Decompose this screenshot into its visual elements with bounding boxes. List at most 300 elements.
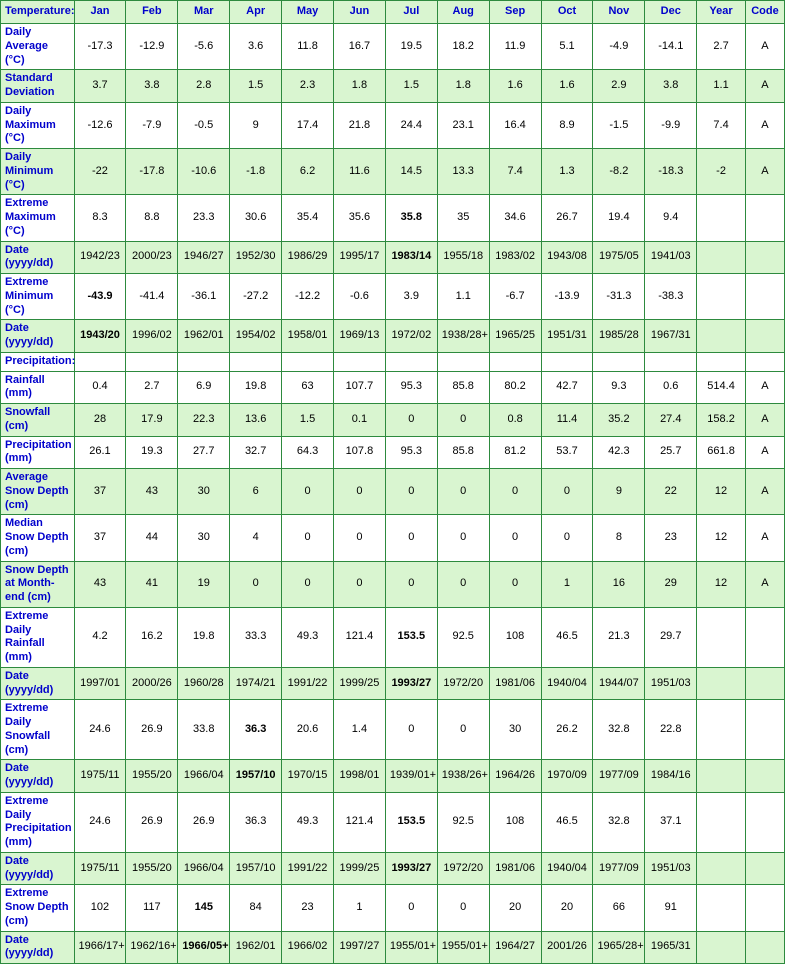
data-cell: 36.3 xyxy=(230,792,282,852)
data-cell xyxy=(745,195,784,241)
data-cell: -13.9 xyxy=(541,274,593,320)
data-cell: 16 xyxy=(593,561,645,607)
data-cell: 1.5 xyxy=(385,70,437,103)
data-cell: 153.5 xyxy=(385,607,437,667)
data-cell: 1970/15 xyxy=(282,760,334,793)
data-cell: 30 xyxy=(178,515,230,561)
data-cell: 0 xyxy=(282,469,334,515)
data-cell xyxy=(697,320,746,353)
data-cell: 1.6 xyxy=(541,70,593,103)
data-cell: 64.3 xyxy=(282,436,334,469)
data-cell: 2.7 xyxy=(126,371,178,404)
data-cell: 117 xyxy=(126,885,178,931)
row-label: Daily Average (°C) xyxy=(1,24,75,70)
data-cell: 1940/04 xyxy=(541,667,593,700)
data-cell xyxy=(697,667,746,700)
empty-cell xyxy=(230,352,282,371)
data-cell: 2000/26 xyxy=(126,667,178,700)
data-cell: 1941/03 xyxy=(645,241,697,274)
column-header-sep: Sep xyxy=(489,1,541,24)
data-cell: 1942/23 xyxy=(74,241,126,274)
data-cell: 1981/06 xyxy=(489,667,541,700)
data-cell: 23.3 xyxy=(178,195,230,241)
table-row xyxy=(1,852,785,885)
row-label: Extreme Maximum (°C) xyxy=(1,195,75,241)
data-cell: 30 xyxy=(178,469,230,515)
data-cell: 12 xyxy=(697,561,746,607)
data-cell: 1946/27 xyxy=(178,241,230,274)
data-cell: 0 xyxy=(437,404,489,437)
empty-cell xyxy=(745,352,784,371)
data-cell: 0 xyxy=(489,469,541,515)
data-cell: 1966/05+ xyxy=(178,931,230,964)
data-cell xyxy=(745,320,784,353)
data-cell: 2.8 xyxy=(178,70,230,103)
data-cell: 514.4 xyxy=(697,371,746,404)
data-cell: 1993/27 xyxy=(385,667,437,700)
data-cell xyxy=(697,760,746,793)
data-cell: 17.9 xyxy=(126,404,178,437)
data-cell: 1984/16 xyxy=(645,760,697,793)
data-cell: 95.3 xyxy=(385,371,437,404)
data-cell: 1981/06 xyxy=(489,852,541,885)
data-cell: 33.8 xyxy=(178,700,230,760)
data-cell: 1972/20 xyxy=(437,667,489,700)
data-cell: 107.7 xyxy=(333,371,385,404)
data-cell: -1.8 xyxy=(230,149,282,195)
data-cell: 0.1 xyxy=(333,404,385,437)
data-cell: 0 xyxy=(385,469,437,515)
data-cell: 1999/25 xyxy=(333,667,385,700)
table-row xyxy=(1,320,785,353)
data-cell: 1977/09 xyxy=(593,760,645,793)
data-cell: 12 xyxy=(697,515,746,561)
data-cell: -36.1 xyxy=(178,274,230,320)
data-cell: A xyxy=(745,404,784,437)
data-cell: 32.8 xyxy=(593,792,645,852)
empty-cell xyxy=(282,352,334,371)
empty-cell xyxy=(489,352,541,371)
data-cell: 2000/23 xyxy=(126,241,178,274)
data-cell: 35.6 xyxy=(333,195,385,241)
column-header-code: Code xyxy=(745,1,784,24)
data-cell: 3.9 xyxy=(385,274,437,320)
table-row xyxy=(1,561,785,607)
data-cell: 1962/01 xyxy=(230,931,282,964)
table-row xyxy=(1,931,785,964)
table-row xyxy=(1,607,785,667)
data-cell: 11.9 xyxy=(489,24,541,70)
data-cell: 3.7 xyxy=(74,70,126,103)
data-cell: 26.9 xyxy=(178,792,230,852)
data-cell: 0 xyxy=(489,561,541,607)
row-label: Date (yyyy/dd) xyxy=(1,931,75,964)
data-cell: -14.1 xyxy=(645,24,697,70)
data-cell: 1965/25 xyxy=(489,320,541,353)
data-cell: 16.4 xyxy=(489,102,541,148)
data-cell: 1966/04 xyxy=(178,852,230,885)
data-cell: -10.6 xyxy=(178,149,230,195)
data-cell: 0.8 xyxy=(489,404,541,437)
data-cell: 107.8 xyxy=(333,436,385,469)
data-cell: 1970/09 xyxy=(541,760,593,793)
table-row xyxy=(1,792,785,852)
data-cell: 121.4 xyxy=(333,792,385,852)
empty-cell xyxy=(126,352,178,371)
column-header-jun: Jun xyxy=(333,1,385,24)
data-cell: 7.4 xyxy=(697,102,746,148)
data-cell: 28 xyxy=(74,404,126,437)
data-cell: 49.3 xyxy=(282,607,334,667)
data-cell xyxy=(697,885,746,931)
data-cell: 81.2 xyxy=(489,436,541,469)
data-cell xyxy=(697,700,746,760)
data-cell: 1998/01 xyxy=(333,760,385,793)
data-cell: 1962/16+ xyxy=(126,931,178,964)
data-cell: 19.4 xyxy=(593,195,645,241)
column-header-feb: Feb xyxy=(126,1,178,24)
data-cell: 19.3 xyxy=(126,436,178,469)
row-label: Date (yyyy/dd) xyxy=(1,320,75,353)
data-cell: 63 xyxy=(282,371,334,404)
data-cell: 1955/01+ xyxy=(385,931,437,964)
data-cell: 26.7 xyxy=(541,195,593,241)
data-cell: 23 xyxy=(282,885,334,931)
data-cell: 17.4 xyxy=(282,102,334,148)
row-label: Extreme Minimum (°C) xyxy=(1,274,75,320)
data-cell xyxy=(697,931,746,964)
data-cell: 1972/20 xyxy=(437,852,489,885)
data-cell: 35 xyxy=(437,195,489,241)
data-cell xyxy=(697,195,746,241)
data-cell: 153.5 xyxy=(385,792,437,852)
data-cell: -41.4 xyxy=(126,274,178,320)
table-row xyxy=(1,241,785,274)
data-cell: 1943/20 xyxy=(74,320,126,353)
table-row xyxy=(1,515,785,561)
empty-cell xyxy=(74,352,126,371)
data-cell: 32.7 xyxy=(230,436,282,469)
data-cell: 6.9 xyxy=(178,371,230,404)
data-cell xyxy=(697,607,746,667)
data-cell: 8.9 xyxy=(541,102,593,148)
row-label: Average Snow Depth (cm) xyxy=(1,469,75,515)
data-cell: -0.5 xyxy=(178,102,230,148)
data-cell: 1964/27 xyxy=(489,931,541,964)
data-cell: -22 xyxy=(74,149,126,195)
data-cell: 1938/28+ xyxy=(437,320,489,353)
data-cell: 35.4 xyxy=(282,195,334,241)
data-cell: 0 xyxy=(385,700,437,760)
data-cell: 0.6 xyxy=(645,371,697,404)
data-cell: 35.2 xyxy=(593,404,645,437)
data-cell: A xyxy=(745,515,784,561)
table-header xyxy=(1,1,785,24)
data-cell: 1944/07 xyxy=(593,667,645,700)
data-cell: -5.6 xyxy=(178,24,230,70)
data-cell xyxy=(745,931,784,964)
row-label: Standard Deviation xyxy=(1,70,75,103)
data-cell: 37.1 xyxy=(645,792,697,852)
data-cell: 1952/30 xyxy=(230,241,282,274)
column-header-aug: Aug xyxy=(437,1,489,24)
data-cell: 37 xyxy=(74,515,126,561)
column-header-nov: Nov xyxy=(593,1,645,24)
data-cell: 1940/04 xyxy=(541,852,593,885)
table-row xyxy=(1,885,785,931)
data-cell: 1955/20 xyxy=(126,760,178,793)
data-cell: -2 xyxy=(697,149,746,195)
data-cell: 1960/28 xyxy=(178,667,230,700)
data-cell xyxy=(697,792,746,852)
data-cell: 91 xyxy=(645,885,697,931)
data-cell: 22.8 xyxy=(645,700,697,760)
data-cell: 1938/26+ xyxy=(437,760,489,793)
data-cell: 1943/08 xyxy=(541,241,593,274)
data-cell: -6.7 xyxy=(489,274,541,320)
data-cell: 0 xyxy=(541,515,593,561)
row-label: Extreme Daily Precipitation (mm) xyxy=(1,792,75,852)
data-cell xyxy=(745,274,784,320)
data-cell: -18.3 xyxy=(645,149,697,195)
row-label: Date (yyyy/dd) xyxy=(1,667,75,700)
data-cell: 22.3 xyxy=(178,404,230,437)
empty-cell xyxy=(333,352,385,371)
data-cell: 1951/03 xyxy=(645,667,697,700)
data-cell: 2.9 xyxy=(593,70,645,103)
data-cell: 0 xyxy=(230,561,282,607)
data-cell: 19.8 xyxy=(230,371,282,404)
table-row xyxy=(1,469,785,515)
data-cell: 1966/02 xyxy=(282,931,334,964)
data-cell: 43 xyxy=(126,469,178,515)
data-cell: 13.6 xyxy=(230,404,282,437)
data-cell: 2.3 xyxy=(282,70,334,103)
column-header-jan: Jan xyxy=(74,1,126,24)
table-row xyxy=(1,700,785,760)
data-cell: 1983/14 xyxy=(385,241,437,274)
data-cell: 1966/04 xyxy=(178,760,230,793)
data-cell: 0 xyxy=(385,515,437,561)
data-cell: 84 xyxy=(230,885,282,931)
row-label: Daily Maximum (°C) xyxy=(1,102,75,148)
data-cell: 1.1 xyxy=(437,274,489,320)
data-cell: -7.9 xyxy=(126,102,178,148)
data-cell: 1954/02 xyxy=(230,320,282,353)
table-body xyxy=(1,24,785,964)
table-row xyxy=(1,667,785,700)
data-cell: 22 xyxy=(645,469,697,515)
data-cell: 46.5 xyxy=(541,792,593,852)
data-cell: 3.6 xyxy=(230,24,282,70)
data-cell: 30.6 xyxy=(230,195,282,241)
data-cell: -1.5 xyxy=(593,102,645,148)
data-cell: 0 xyxy=(282,515,334,561)
empty-cell xyxy=(697,352,746,371)
data-cell: 53.7 xyxy=(541,436,593,469)
data-cell: 1997/01 xyxy=(74,667,126,700)
data-cell: 1977/09 xyxy=(593,852,645,885)
data-cell: 14.5 xyxy=(385,149,437,195)
data-cell: 1993/27 xyxy=(385,852,437,885)
data-cell: 0 xyxy=(437,885,489,931)
data-cell xyxy=(745,852,784,885)
empty-cell xyxy=(385,352,437,371)
data-cell: A xyxy=(745,24,784,70)
data-cell: 1955/20 xyxy=(126,852,178,885)
data-cell: 1999/25 xyxy=(333,852,385,885)
data-cell: 1 xyxy=(541,561,593,607)
data-cell: 24.6 xyxy=(74,792,126,852)
table-row xyxy=(1,274,785,320)
row-label: Median Snow Depth (cm) xyxy=(1,515,75,561)
table-row xyxy=(1,760,785,793)
data-cell: 1.1 xyxy=(697,70,746,103)
data-cell: 24.4 xyxy=(385,102,437,148)
column-header-jul: Jul xyxy=(385,1,437,24)
data-cell: 21.8 xyxy=(333,102,385,148)
row-label: Extreme Snow Depth (cm) xyxy=(1,885,75,931)
data-cell: 12 xyxy=(697,469,746,515)
data-cell: -38.3 xyxy=(645,274,697,320)
data-cell: 1975/11 xyxy=(74,760,126,793)
data-cell: 27.4 xyxy=(645,404,697,437)
column-header-oct: Oct xyxy=(541,1,593,24)
data-cell xyxy=(697,274,746,320)
data-cell: 1983/02 xyxy=(489,241,541,274)
data-cell: 1.3 xyxy=(541,149,593,195)
data-cell: 29.7 xyxy=(645,607,697,667)
data-cell: 32.8 xyxy=(593,700,645,760)
data-cell: 0.4 xyxy=(74,371,126,404)
data-cell: 29 xyxy=(645,561,697,607)
data-cell: 33.3 xyxy=(230,607,282,667)
data-cell: 2.7 xyxy=(697,24,746,70)
data-cell: 7.4 xyxy=(489,149,541,195)
row-label: Daily Minimum (°C) xyxy=(1,149,75,195)
data-cell: 41 xyxy=(126,561,178,607)
table-header-row xyxy=(1,1,785,24)
data-cell: -12.9 xyxy=(126,24,178,70)
data-cell: 19 xyxy=(178,561,230,607)
data-cell: 1995/17 xyxy=(333,241,385,274)
data-cell: 4.2 xyxy=(74,607,126,667)
data-cell: 0 xyxy=(437,700,489,760)
data-cell: -27.2 xyxy=(230,274,282,320)
data-cell: 26.9 xyxy=(126,792,178,852)
data-cell: 20 xyxy=(489,885,541,931)
data-cell: 9.4 xyxy=(645,195,697,241)
data-cell: 1966/17+ xyxy=(74,931,126,964)
data-cell: 1969/13 xyxy=(333,320,385,353)
data-cell: 21.3 xyxy=(593,607,645,667)
data-cell: 5.1 xyxy=(541,24,593,70)
data-cell: 1.5 xyxy=(282,404,334,437)
data-cell: 1957/10 xyxy=(230,760,282,793)
data-cell: 92.5 xyxy=(437,607,489,667)
data-cell: 1.8 xyxy=(437,70,489,103)
data-cell: 8.8 xyxy=(126,195,178,241)
data-cell: 85.8 xyxy=(437,436,489,469)
data-cell xyxy=(697,852,746,885)
data-cell: 102 xyxy=(74,885,126,931)
column-header-mar: Mar xyxy=(178,1,230,24)
data-cell: 24.6 xyxy=(74,700,126,760)
data-cell: 0 xyxy=(333,561,385,607)
data-cell: 0 xyxy=(437,515,489,561)
table-row xyxy=(1,24,785,70)
data-cell: 1965/28+ xyxy=(593,931,645,964)
section-label: Precipitation: xyxy=(1,352,75,371)
data-cell: 3.8 xyxy=(126,70,178,103)
data-cell: 0 xyxy=(437,561,489,607)
data-cell: 1997/27 xyxy=(333,931,385,964)
data-cell: 1 xyxy=(333,885,385,931)
data-cell: 0 xyxy=(385,885,437,931)
data-cell: 0 xyxy=(489,515,541,561)
table-row xyxy=(1,149,785,195)
data-cell: 13.3 xyxy=(437,149,489,195)
data-cell: -17.8 xyxy=(126,149,178,195)
data-cell: 1951/31 xyxy=(541,320,593,353)
data-cell: 1974/21 xyxy=(230,667,282,700)
empty-cell xyxy=(437,352,489,371)
data-cell xyxy=(745,885,784,931)
data-cell: 1951/03 xyxy=(645,852,697,885)
data-cell xyxy=(745,792,784,852)
data-cell: A xyxy=(745,371,784,404)
data-cell: 42.3 xyxy=(593,436,645,469)
data-cell: A xyxy=(745,436,784,469)
row-label: Snow Depth at Month-end (cm) xyxy=(1,561,75,607)
data-cell xyxy=(745,760,784,793)
data-cell: 1955/01+ xyxy=(437,931,489,964)
data-cell: 108 xyxy=(489,792,541,852)
data-cell: 11.6 xyxy=(333,149,385,195)
table-row xyxy=(1,371,785,404)
data-cell: 18.2 xyxy=(437,24,489,70)
data-cell: 49.3 xyxy=(282,792,334,852)
data-cell: 20.6 xyxy=(282,700,334,760)
data-cell xyxy=(745,607,784,667)
data-cell: 0 xyxy=(385,561,437,607)
empty-cell xyxy=(178,352,230,371)
data-cell: 4 xyxy=(230,515,282,561)
data-cell: 80.2 xyxy=(489,371,541,404)
data-cell: 46.5 xyxy=(541,607,593,667)
data-cell: 44 xyxy=(126,515,178,561)
data-cell xyxy=(745,700,784,760)
data-cell: 92.5 xyxy=(437,792,489,852)
data-cell xyxy=(697,241,746,274)
data-cell: 145 xyxy=(178,885,230,931)
data-cell: 20 xyxy=(541,885,593,931)
data-cell: 6 xyxy=(230,469,282,515)
empty-cell xyxy=(645,352,697,371)
data-cell: 37 xyxy=(74,469,126,515)
data-cell: 0 xyxy=(333,469,385,515)
data-cell: 26.1 xyxy=(74,436,126,469)
data-cell: 1.5 xyxy=(230,70,282,103)
row-label: Extreme Daily Rainfall (mm) xyxy=(1,607,75,667)
data-cell: -12.6 xyxy=(74,102,126,148)
empty-cell xyxy=(541,352,593,371)
data-cell: 1967/31 xyxy=(645,320,697,353)
data-cell: -12.2 xyxy=(282,274,334,320)
data-cell: 1972/02 xyxy=(385,320,437,353)
column-header-may: May xyxy=(282,1,334,24)
data-cell: 1986/29 xyxy=(282,241,334,274)
